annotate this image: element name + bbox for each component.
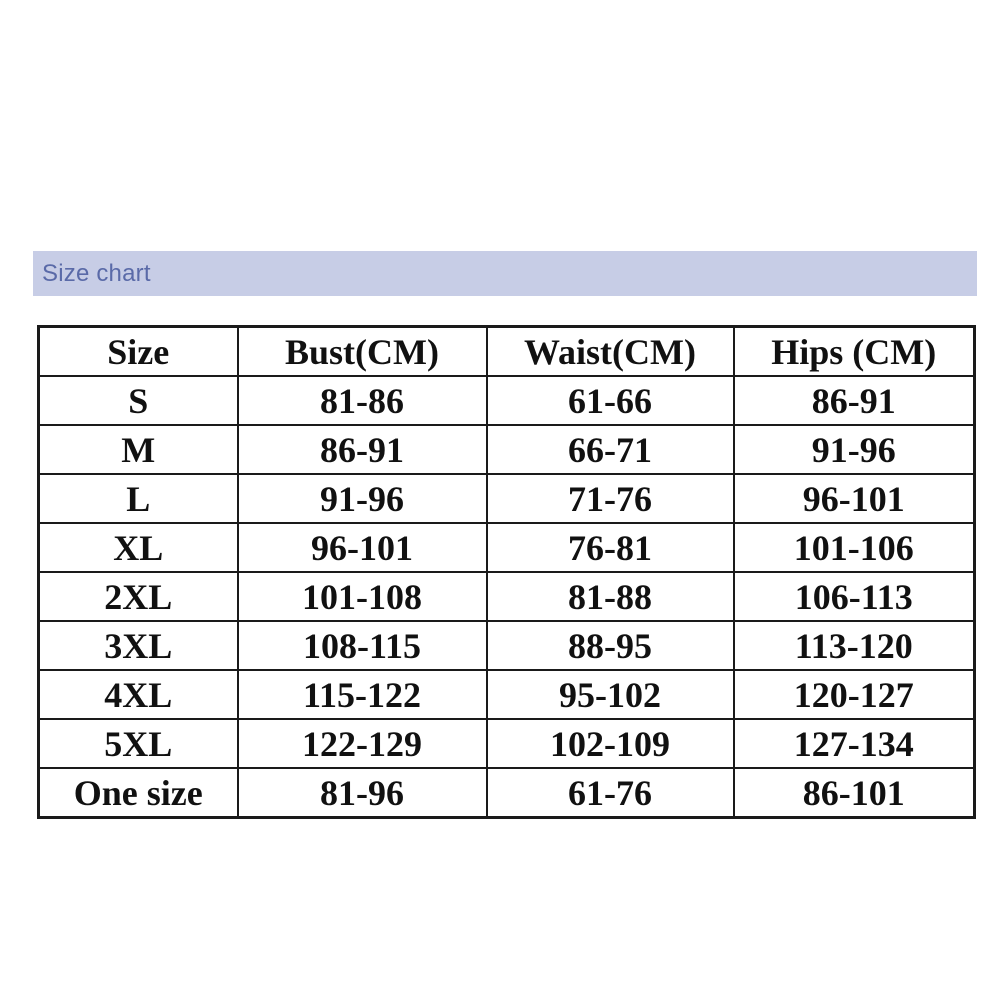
table-row	[39, 621, 975, 670]
table-row	[39, 425, 975, 474]
waist-cell: 95-102	[487, 670, 734, 719]
waist-cell: 102-109	[487, 719, 734, 768]
size-cell: 2XL	[39, 572, 238, 621]
waist-cell: 76-81	[487, 523, 734, 572]
size-cell: 4XL	[39, 670, 238, 719]
size-cell: 3XL	[39, 621, 238, 670]
bust-cell: 91-96	[238, 474, 487, 523]
hips-cell: 86-91	[734, 376, 975, 425]
waist-cell: 88-95	[487, 621, 734, 670]
size-table	[37, 325, 976, 819]
size-cell: S	[39, 376, 238, 425]
size-cell: 5XL	[39, 719, 238, 768]
table-row	[39, 572, 975, 621]
column-header-waist: Waist(CM)	[487, 327, 734, 377]
bust-cell: 81-96	[238, 768, 487, 818]
waist-cell: 61-66	[487, 376, 734, 425]
size-cell: M	[39, 425, 238, 474]
bust-cell: 86-91	[238, 425, 487, 474]
size-chart-title: Size chart	[42, 259, 151, 287]
size-cell: L	[39, 474, 238, 523]
hips-cell: 113-120	[734, 621, 975, 670]
table-row	[39, 719, 975, 768]
waist-cell: 66-71	[487, 425, 734, 474]
size-cell: XL	[39, 523, 238, 572]
table-row	[39, 376, 975, 425]
bust-cell: 96-101	[238, 523, 487, 572]
hips-cell: 86-101	[734, 768, 975, 818]
hips-cell: 101-106	[734, 523, 975, 572]
bust-cell: 122-129	[238, 719, 487, 768]
column-header-bust: Bust(CM)	[238, 327, 487, 377]
table-row	[39, 670, 975, 719]
size-chart-header	[33, 251, 977, 296]
bust-cell: 108-115	[238, 621, 487, 670]
hips-cell: 96-101	[734, 474, 975, 523]
table-row	[39, 768, 975, 818]
bust-cell: 81-86	[238, 376, 487, 425]
table-row	[39, 474, 975, 523]
bust-cell: 101-108	[238, 572, 487, 621]
size-cell: One size	[39, 768, 238, 818]
hips-cell: 120-127	[734, 670, 975, 719]
waist-cell: 71-76	[487, 474, 734, 523]
table-row	[39, 523, 975, 572]
waist-cell: 61-76	[487, 768, 734, 818]
column-header-size: Size	[39, 327, 238, 377]
hips-cell: 106-113	[734, 572, 975, 621]
column-header-hips: Hips (CM)	[734, 327, 975, 377]
hips-cell: 127-134	[734, 719, 975, 768]
hips-cell: 91-96	[734, 425, 975, 474]
bust-cell: 115-122	[238, 670, 487, 719]
waist-cell: 81-88	[487, 572, 734, 621]
table-header-row	[39, 327, 975, 377]
